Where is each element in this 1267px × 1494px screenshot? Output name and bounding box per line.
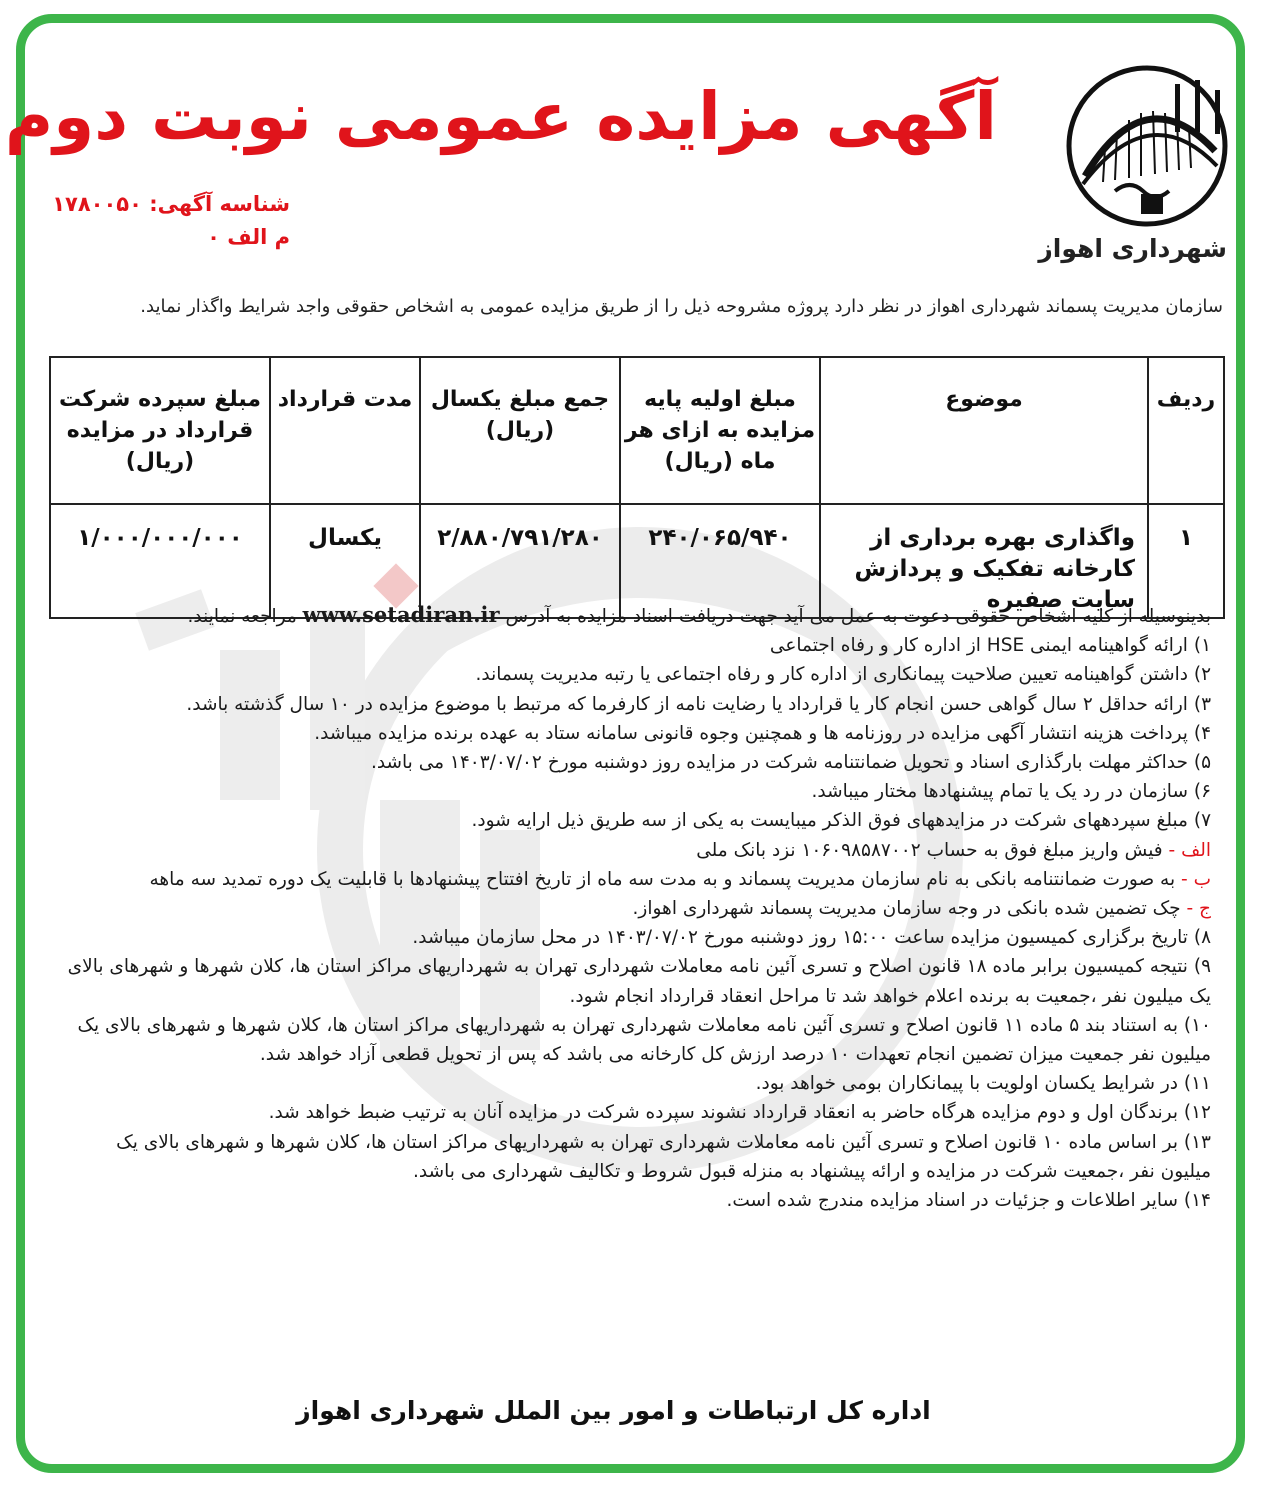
list-item [61, 1069, 1211, 1098]
col-header-yearly-total: جمع مبلغ یکسال (ریال) [420, 357, 620, 504]
list-item [61, 660, 1211, 689]
auction-table [49, 356, 1225, 619]
item-text: به استناد بند ۵ ماده ۱۱ قانون اصلاح و تسری آئین نامه معاملات شهرداری تهران به شهرداریهای مراکز استان ها، کلان شهرها و شهرهای بالای یک میلیون نفر جمعیت میزان تضمین انجام تعهدات ۱۰ درصد ارزش کل کارخانه می باشد که پس از تحویل قطعی آزاد خواهد شد. [77, 1014, 1211, 1066]
col-header-duration: مدت قرارداد [270, 357, 420, 504]
cell-yearly-total: ۲/۸۸۰/۷۹۱/۲۸۰ [420, 504, 620, 618]
list-item [61, 690, 1211, 719]
list-item [61, 806, 1211, 835]
sub-item-text: به صورت ضمانتنامه بانکی به نام سازمان مدیریت پسماند و به مدت سه ماه از تاریخ افتتاح پیشنهادها با قابلیت یک دوره تمدید سه ماهه [149, 868, 1176, 890]
item-text: بر اساس ماده ۱۰ قانون اصلاح و تسری آئین نامه معاملات شهرداری تهران به شهرداریهای مراکز استان ها، کلان شهرها و شهرهای بالای یک میلیون نفر ،جمعیت شرکت در مزایده و ارائه پیشنهاد به منزله قبول شروط و تکالیف شهرداری می باشد. [116, 1131, 1211, 1182]
item-text: تاریخ برگزاری کمیسیون مزایده ساعت ۱۵:۰۰ روز دوشنبه مورخ ۱۴۰۳/۰۷/۰۲ در محل سازمان میباشد. [412, 927, 1188, 949]
cell-duration: یکسال [270, 504, 420, 618]
col-header-base-price: مبلغ اولیه پایه مزایده به ازای هر ماه (ریال) [620, 357, 820, 504]
item-text: حداکثر مهلت بارگذاری اسناد و تحویل ضمانتنامه شرکت در مزایده روز دوشنبه مورخ ۱۴۰۳/۰۷/۰۲ می باشد. [370, 752, 1188, 774]
col-header-index: ردیف [1148, 357, 1224, 504]
item-text: ارائه گواهینامه ایمنی HSE از اداره کار و رفاه اجتماعی [769, 635, 1188, 657]
item-text: ارائه حداقل ۲ سال گواهی حسن انجام کار یا قرارداد یا رضایت نامه از کارفرما که مرتبط با موضوع مزایده در ۱۰ سال گذشته باشد. [186, 693, 1188, 715]
logo-caption: شهرداری اهواز [1038, 234, 1227, 263]
item-text: برندگان اول و دوم مزایده هرگاه حاضر به انعقاد قرارداد نشوند سپرده شرکت در مزایده آنان به ترتیب ضبط خواهد شد. [268, 1102, 1179, 1124]
item-number: ۵) [1193, 752, 1211, 774]
item-number: ۱۰) [1183, 1014, 1211, 1036]
sub-item-text: فیش واریز مبلغ فوق به حساب ۱۰۶۰۹۸۵۸۷۰۰۲ نزد بانک ملی [696, 839, 1163, 861]
item-text: داشتن گواهینامه تعیین صلاحیت پیمانکاری از اداره کار و رفاه اجتماعی یا رتبه مدیریت پسماند. [475, 664, 1188, 686]
item-text: در شرایط یکسان اولویت با پیمانکاران بومی خواهد بود. [755, 1073, 1179, 1095]
item-text: مبلغ سپردههای شرکت در مزایدههای فوق الذکر میبایست به یکی از سه طریق ذیل ارایه شود. [471, 810, 1188, 832]
cell-base-price: ۲۴۰/۰۶۵/۹۴۰ [620, 504, 820, 618]
sub-item-letter: ب - [1181, 868, 1211, 890]
conditions-body [61, 600, 1211, 1215]
item-number: ۴) [1193, 722, 1211, 744]
item-text: پرداخت هزینه انتشار آگهی مزایده در روزنامه ها و همچنین وجوه قانونی سامانه ستاد به عهده برنده مزایده میباشد. [314, 722, 1188, 744]
item-text: سایر اطلاعات و جزئیات در اسناد مزایده مندرج شده است. [726, 1190, 1179, 1212]
item-number: ۲) [1193, 664, 1211, 686]
list-item [61, 1098, 1211, 1127]
municipality-logo [1038, 56, 1233, 278]
item-number: ۱۲) [1183, 1102, 1211, 1124]
cell-deposit: ۱/۰۰۰/۰۰۰/۰۰۰ [50, 504, 270, 618]
list-item [61, 1186, 1211, 1215]
item-number: ۶) [1193, 781, 1211, 803]
list-item [61, 923, 1211, 952]
col-header-subject: موضوع [820, 357, 1148, 504]
setadiran-link[interactable]: www.setadiran.ir [302, 602, 500, 627]
item-number: ۱) [1193, 635, 1211, 657]
footer-signature: اداره کل ارتباطات و امور بین الملل شهرداری اهواز [296, 1396, 931, 1425]
ahvaz-bridge-logo-icon [1055, 56, 1233, 234]
item-number: ۳) [1193, 693, 1211, 715]
list-item [61, 1011, 1211, 1069]
list-item [61, 777, 1211, 806]
sub-item-text: چک تضمین شده بانکی در وجه سازمان مدیریت پسماند شهرداری اهواز. [632, 898, 1181, 920]
sub-list-item [61, 836, 1211, 865]
intro-paragraph: سازمان مدیریت پسماند شهرداری اهواز در نظر دارد پروژه مشروحه ذیل را از طریق مزایده عمومی به اشخاص حقوقی واجد شرایط واگذار نماید. [140, 296, 1223, 317]
invitation-line [61, 600, 1211, 631]
cell-subject: واگذاری بهره برداری از کارخانه تفکیک و پردازش سایت صفیره [820, 504, 1148, 618]
item-number: ۸) [1193, 927, 1211, 949]
item-number: ۷) [1193, 810, 1211, 832]
item-text: سازمان در رد یک یا تمام پیشنهادها مختار میباشد. [811, 781, 1188, 803]
item-text: نتیجه کمیسیون برابر ماده ۱۸ قانون اصلاح و تسری آئین نامه معاملات شهرداری تهران به شهرداریهای مراکز استان ها، کلان شهرها و شهرهای بالای یک میلیون نفر ،جمعیت به برنده اعلام خواهد شد تا مراحل انعقاد قرارداد انجام شود. [67, 956, 1211, 1007]
list-item [61, 952, 1211, 1010]
item-number: ۱۴) [1183, 1190, 1211, 1212]
item-number: ۹) [1193, 956, 1211, 978]
list-item [61, 719, 1211, 748]
page-title: آگهی مزایده عمومی نوبت دوم [4, 78, 997, 155]
sub-list-item [61, 894, 1211, 923]
cell-index: ۱ [1148, 504, 1224, 618]
ad-id-line2: م الف ۰ [207, 225, 290, 249]
ad-id-line1: شناسه آگهی: ۱۷۸۰۰۵۰ [52, 192, 290, 216]
invite-text-after: مراجعه نمایند. [187, 606, 297, 627]
col-header-deposit: مبلغ سپرده شرکت قرارداد در مزایده (ریال) [50, 357, 270, 504]
list-item [61, 1128, 1211, 1186]
invite-text-before: بدینوسیله از کلیه اشخاص حقوقی دعوت به عمل می آید جهت دریافت اسناد مزایده به آدرس [505, 606, 1211, 627]
sub-item-letter: ج - [1186, 898, 1211, 920]
ad-identifier [40, 188, 290, 254]
item-number: ۱۱) [1183, 1073, 1211, 1095]
list-item [61, 748, 1211, 777]
sub-list-item [61, 865, 1211, 894]
sub-item-letter: الف - [1168, 839, 1211, 861]
list-item [61, 631, 1211, 660]
table-header-row [50, 357, 1224, 504]
item-number: ۱۳) [1183, 1131, 1211, 1153]
